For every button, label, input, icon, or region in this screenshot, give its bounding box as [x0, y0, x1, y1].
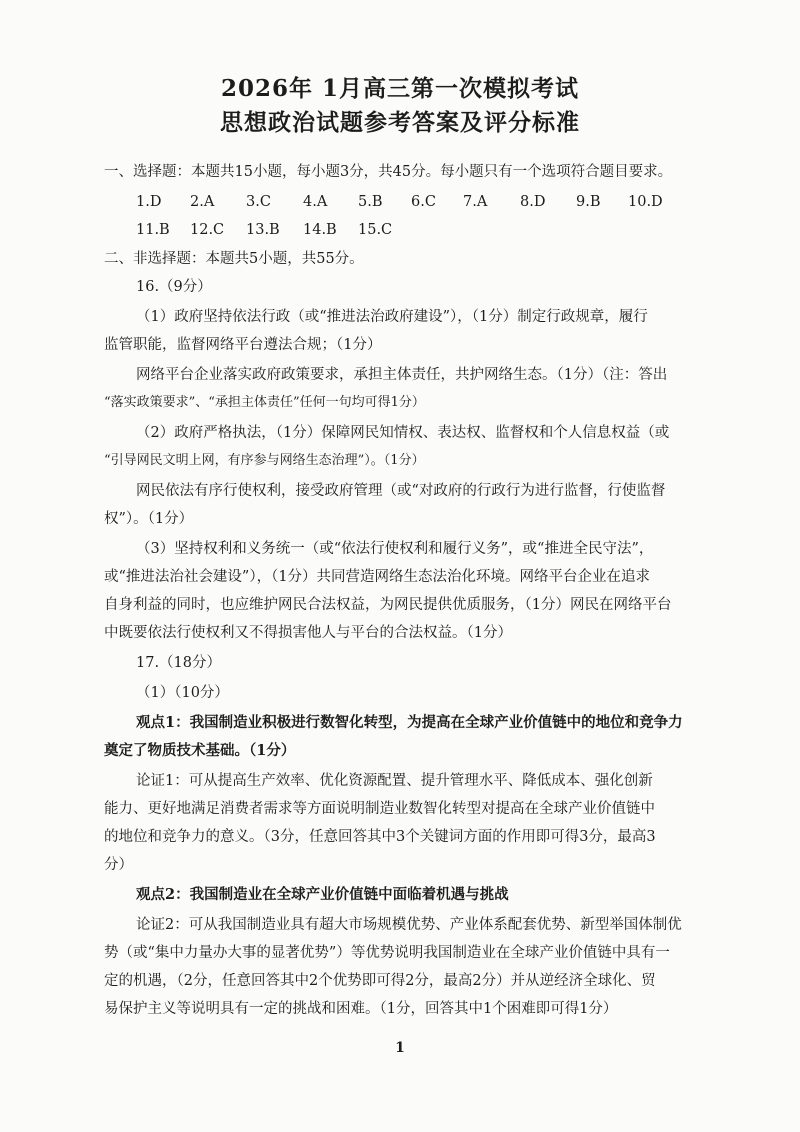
answer-item: 10.D	[628, 194, 663, 210]
answer-item: 12.C	[190, 222, 225, 238]
q17-viewpoint-1: 观点1：我国制造业积极进行数智化转型，为提高在全球产业价值链中的地位和竞争力	[136, 714, 683, 731]
q17-viewpoint-1: 奠定了物质技术基础。（1分）	[104, 742, 296, 759]
q17-subtitle: （1）（10分）	[136, 685, 229, 701]
q16-note: “落实政策要求”、“承担主体责任”任何一句均可得1分）	[104, 395, 425, 410]
answer-item: 2.A	[190, 194, 215, 210]
q16-text: “引导网民文明上网，有序参与网络生态治理”）。（1分）	[104, 453, 425, 468]
q17-argument-2: 论证2：可从我国制造业具有超大市场规模优势、产业体系配套优势、新型举国体制优	[136, 917, 682, 933]
q17-argument-2: 势（或“集中力量办大事的显著优势”）等优势说明我国制造业在全球产业价值链中具有一	[104, 945, 670, 961]
q17-argument-1: 论证1：可从提高生产效率、优化资源配置、提升管理水平、降低成本、强化创新	[136, 773, 653, 789]
q16-title: 16.（9分）	[136, 279, 212, 295]
section-1-header: 一、选择题：本题共15小题，每小题3分，共45分。每小题只有一个选项符合题目要求。	[104, 164, 673, 180]
q17-argument-1: 的地位和竞争力的意义。（3分，任意回答其中3个关键词方面的作用即可得3分，最高3	[104, 829, 656, 845]
title-line-1: 2026年 1月高三第一次模拟考试	[220, 75, 580, 102]
q16-text: （3）坚持权利和义务统一（或“依法行使权利和履行义务”，或“推进全民守法”，	[136, 541, 654, 557]
answer-item: 14.B	[303, 222, 337, 238]
q17-argument-2: 易保护主义等说明具有一定的挑战和困难。（1分，回答其中1个困难即可得1分）	[104, 1001, 618, 1017]
q17-argument-2: 定的机遇，（2分，任意回答其中2个优势即可得2分，最高2分）并从逆经济全球化、贸	[104, 973, 656, 989]
q16-text: 自身利益的同时，也应维护网民合法权益，为网民提供优质服务，（1分）网民在网络平台	[104, 597, 672, 613]
q16-text: （2）政府严格执法，（1分）保障网民知情权、表达权、监督权和个人信息权益（或	[136, 425, 670, 441]
q16-text: 或“推进法治社会建设”），（1分）共同营造网络生态法治化环境。网络平台企业在追求	[104, 569, 651, 585]
answer-item: 9.B	[576, 194, 601, 210]
answer-item: 13.B	[246, 222, 280, 238]
q16-text: 网络平台企业落实政府政策要求，承担主体责任，共护网络生态。（1分）（注：答出	[136, 367, 668, 383]
answer-item: 7.A	[463, 194, 488, 210]
answer-item: 5.B	[358, 194, 383, 210]
q16-text: 网民依法有序行使权利，接受政府管理（或“对政府的行政行为进行监督，行使监督	[136, 483, 666, 499]
answer-item: 3.C	[246, 194, 271, 210]
answer-item: 11.B	[136, 222, 170, 238]
q17-argument-1: 分）	[104, 857, 133, 873]
section-2-header: 二、非选择题：本题共5小题，共55分。	[104, 251, 364, 267]
page-number: 1	[395, 1040, 405, 1056]
q17-argument-1: 能力、更好地满足消费者需求等方面说明制造业数智化转型对提高在全球产业价值链中	[104, 801, 655, 817]
answer-item: 15.C	[358, 222, 393, 238]
q16-text: 权”）。（1分）	[104, 511, 194, 527]
answer-item: 8.D	[520, 194, 546, 210]
answer-item: 6.C	[411, 194, 436, 210]
answer-item: 1.D	[136, 194, 162, 210]
q16-text: （1）政府坚持依法行政（或“推进法治政府建设”），（1分）制定行政规章，履行	[136, 309, 648, 325]
q17-title: 17.（18分）	[136, 655, 222, 671]
q17-viewpoint-2: 观点2：我国制造业在全球产业价值链中面临着机遇与挑战	[136, 886, 509, 903]
q16-text: 监管职能，监督网络平台遵法合规；（1分）	[104, 337, 382, 353]
title-line-2: 思想政治试题参考答案及评分标准	[220, 109, 580, 136]
answer-item: 4.A	[303, 194, 328, 210]
q16-text: 中既要依法行使权利又不得损害他人与平台的合法权益。（1分）	[104, 625, 512, 641]
